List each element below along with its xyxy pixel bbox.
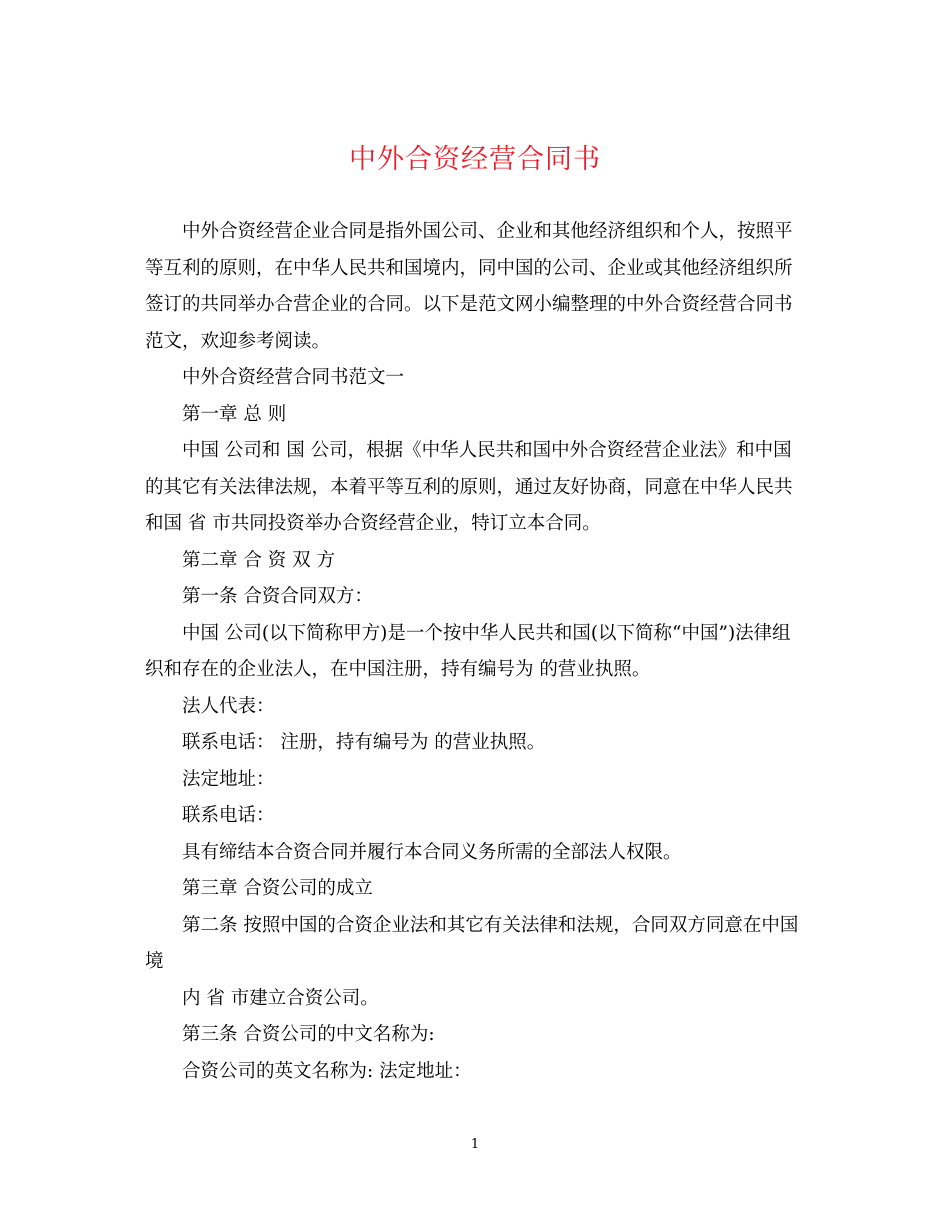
document-body bbox=[145, 214, 805, 1090]
page-number: 1 bbox=[470, 1137, 480, 1152]
field-line: 法定地址： bbox=[182, 768, 275, 790]
article-line: 具有缔结本合资合同并履行本合同义务所需的全部法人权限。 bbox=[182, 841, 682, 863]
chapter-heading: 第一章 总 则 bbox=[182, 403, 287, 425]
chapter-heading: 第三章 合资公司的成立 bbox=[182, 878, 373, 899]
article-paragraph: 第二条 按照中国的合资企业法和其它有关法律和法规，合同双方同意在中国境 bbox=[145, 914, 799, 972]
article-line: 内 省 市建立合资公司。 bbox=[182, 987, 379, 1009]
article-line: 合资公司的英文名称为: 法定地址： bbox=[182, 1060, 472, 1082]
sample-heading: 中外合资经营合同书范文一 bbox=[182, 367, 405, 388]
field-line: 联系电话： bbox=[182, 805, 275, 826]
article-line: 第三条 合资公司的中文名称为: bbox=[182, 1024, 435, 1045]
field-line: 法人代表： bbox=[182, 695, 275, 717]
article-line: 第一条 合资合同双方： bbox=[182, 586, 373, 607]
document-title: 中外合资经营合同书 bbox=[349, 144, 601, 175]
field-line: 联系电话： 注册，持有编号为 的营业执照。 bbox=[182, 732, 546, 753]
chapter-heading: 第二章 合 资 双 方 bbox=[182, 549, 336, 571]
chapter-paragraph: 中国 公司和 国 公司，根据《中华人民共和国中外合资经营企业法》和中国的其它有关法律法规，本着平等互利的原则，通过友好协商，同意在中华人民共和国 省 市共同投资举办合资经营企业，特订立本合同。 bbox=[145, 440, 793, 534]
article-paragraph: 中国 公司(以下简称甲方)是一个按中华人民共和国(以下简称“中国”)法律组织和存在的企业法人，在中国注册，持有编号为 的营业执照。 bbox=[145, 622, 791, 680]
intro-paragraph: 中外合资经营企业合同是指外国公司、企业和其他经济组织和个人，按照平等互利的原则，在中华人民共和国境内，同中国的公司、企业或其他经济组织所签订的共同举办合营企业的合同。以下是范文网小编整理的中外合资经营合同书范文，欢迎参考阅读。 bbox=[145, 221, 793, 352]
